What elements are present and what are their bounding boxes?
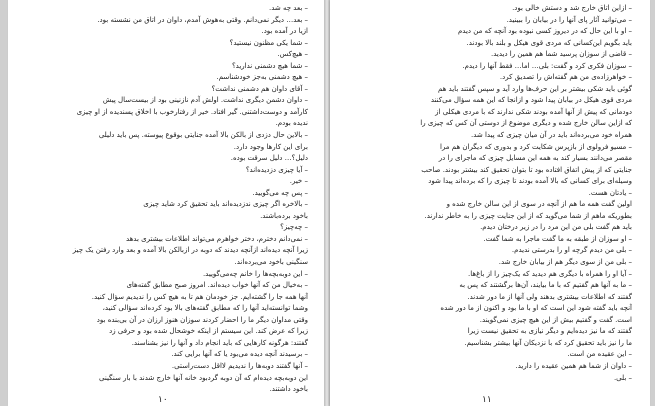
text-line: – به‌خیال من که آنها خواب دیده‌اند. امروز صبح مطابق گفته‌های — [126, 281, 308, 290]
text-line: – می‌توانید آثار پای آنها را در بیابان را ببینید. — [506, 15, 632, 24]
text-line: باخود داشتند. — [269, 385, 308, 394]
text-line: این دوبه‌بچه دیده‌ام که آن دوبه گرد‌بود خانه آنها خارج شدند با بار سنگینی — [99, 373, 308, 382]
text-line: – بلی من دیدم گرچه او را بدرستی ندیدم. — [511, 246, 632, 255]
text-line: کارآمد و دوست‌داشتنی. گیر افتاد. خیر از رفتارخوب با اخلاق پسندیده از او چیزی — [76, 107, 308, 116]
text-line: – ازاین اتاق خارج شد و دستش خالی بود. — [512, 4, 632, 12]
text-line: – آنها گفتند دوبه‌ها را ندیدیم لااقل دست‌راستی. — [171, 361, 308, 370]
text-line: – بعد چه شد. — [268, 4, 308, 12]
text-line: آنها همه جا را گشته‌ایم. جز خودمان هم تا به هیچ کس را ندیدیم سؤال کنید. — [91, 292, 308, 301]
text-line: – یادتان هست. — [588, 188, 632, 197]
text-line: وقتی مداوان دیگر ما را احضار کردند سوزان هنوز ارزان در آن بی‌بنده بود — [96, 315, 308, 324]
text-line: – سوزان فکری کرد و گفت: بلی… اما… فقط آنها را دیدم. — [462, 61, 632, 70]
text-line: باید بگویم این‌کسانی که مردی قوی هیکل و بلند بالا بودند. — [466, 38, 632, 47]
text-line: – خواهرزاده‌ی من هم گفته‌اش را تصدیق کرد. — [499, 73, 632, 82]
text-line: ما را نیز باید تحقیق کرد که با نزدیکان آنها بیشتر بشناسیم. — [464, 338, 632, 347]
text-line: – او با این حال که در دیروز کسی نبوده بود آنچه که من دیدم — [457, 27, 632, 36]
text-line: – بعد… دیگر نمی‌دانم. وقتی به‌هوش آمدم، داوان در اتاق من نشسته بود. — [97, 15, 308, 24]
text-line: – مسیو فرولوی از بازپرس شکایت کرد و بدوری که دیگران هم مرا — [440, 142, 632, 151]
text-line: – خیر. — [289, 177, 308, 186]
text-line: وسیله‌ای برای کسانی که بالا آمده بودند تا چیزی را که برده‌اند پیدا شود — [428, 177, 632, 186]
text-line: وشما توانسته‌اید آنها را که مطابق گفته‌های بالا بود کرده‌اند سؤالی کنید، — [102, 304, 308, 313]
text-line: – ما به آنها هم گفتیم که با ما بیایند، آن‌ها برگشتند که پس به — [459, 281, 632, 290]
text-line: گوئی باید شکی بیشتر بر این حرف‌ها وارد آید و سپس گفتند باید هم — [437, 84, 632, 93]
text-line: که ازاین سالن خارج شده و دیگری موضوع از دوستی آن کس که چیزی را — [420, 119, 632, 128]
left-page-number: ۱۰ — [158, 395, 168, 405]
text-line: – آقای داوان هم دشمنی نداشت؟ — [211, 84, 308, 93]
text-line: – آیا چیزی دزدیده‌اند؟ — [245, 165, 308, 174]
text-line: باخود برده‌باشند. — [260, 211, 308, 220]
text-line: – چه‌چیز؟ — [280, 223, 308, 232]
right-page-text — [360, 3, 632, 384]
text-line: – قاضی از سوزان پرسید شما هم همین را دیدید. — [490, 50, 632, 59]
text-line: – داوان دشمن دیگری نداشت. اولش آدم نازنینی بود از بیست‌سال پیش — [102, 96, 308, 105]
text-line: – شما یکی مظنون نیستید؟ — [229, 38, 308, 47]
text-line: – پس چه می‌گویید. — [252, 188, 308, 197]
text-line: دودمانی که پیش از آنها آمده بودند شکی ندارند که با مردی هیکلی از — [435, 107, 632, 116]
text-line: مردی قوی هیکل در بیابان پیدا شود و ازانجا که این همه سؤال می‌کنند — [430, 96, 632, 105]
text-line: گفتند: هرگونه کارهایی که باید انجام داد و آنها را نیز بشناسند. — [131, 338, 308, 347]
text-line: زیرا که عرض کند. این سیستم از اینکه خوشحال شده بود و حرفی زد — [109, 327, 308, 336]
text-line: جنایتی که از پیش اتفاق افتاده بود تا بتوان تحقیق کند بیشتر بودند. صاحب — [421, 165, 632, 174]
text-line: – برسیدند آنچه دیده می‌بود یا که آنها برایی کند. — [171, 350, 308, 359]
text-line: سنگینی باخود می‌برده‌اند. — [234, 258, 308, 267]
text-line: همراه خود می‌برده‌اند باید در آن میان چیزی که پیدا شد. — [470, 131, 632, 140]
left-page-text — [32, 3, 308, 396]
text-line: – بلی. — [613, 373, 632, 382]
text-line: باید هم گفت بلی من این مرد را در زیر درختان دیدم. — [480, 223, 632, 232]
text-line: – او سوزان از طبقه به ما گفت ماجرا به شما گفت. — [483, 234, 632, 243]
text-line: – بالاین حال دزدی از بالکن بالا آمده جنایتی بوقوع پیوسته. پس باید دلیلی — [98, 131, 308, 140]
text-line: – بلی من از سوی دیگر هم از بیابان خارج شد. — [498, 258, 632, 267]
text-line: دلیل؟… دلیل سرقت بوده. — [230, 154, 308, 163]
text-line: – این عقیده من است. — [567, 350, 632, 359]
text-line: زیرا آنچه دیده‌اند ازآنچه دیدند که دوبه در ازبالکن بالا آمده و بعد وارد رفتن یک چیز — [72, 246, 308, 255]
text-line: ندیده بودم. — [275, 119, 308, 128]
text-line: – هیچ‌کس. — [277, 50, 308, 59]
text-line: گفتند که اطلاعات بیشتری بدهند ولی آنها از ما دور شدند. — [467, 292, 632, 301]
text-line: – شما هیچ دشمنی ندارید؟ — [231, 61, 308, 70]
left-page — [8, 0, 324, 406]
text-line: اولین گفت همه ما هم از آنچه در سوی از این سالن خارج شده و — [446, 200, 632, 209]
text-line: بطوریکه ماهم از شما می‌گوید که از این جنایت چیزی را به خاطر ندارند. — [424, 211, 632, 220]
text-line: گفتند که ما نیز دیده‌ایم و دیگر نیازی به تحقیق نیست زیرا — [467, 327, 632, 336]
text-line: – بالاخره اگر چیزی ندزدیده‌اند باید تحقیق کرد شاید چیزی — [143, 200, 308, 209]
text-line: است. گفت و گفتیم بیش از این هیچ چیزی نمی‌گویند. — [479, 315, 632, 324]
text-line: – داوان از شما هم همین عقیده را دارید. — [515, 361, 632, 370]
text-line: مقصر می‌دانند بسیار کند به همه این مسایل چیزی که ماجرای را در — [438, 154, 632, 163]
text-line: – نمی‌دانم دخترم، دختر خواهرم می‌تواند اطلاعات بیشتری بدهد — [125, 234, 308, 243]
text-line: ازیا در آمده بود. — [261, 27, 308, 36]
right-page — [330, 0, 650, 406]
text-line: آنچه باید گفته شود این است که او با ما بود و اکنون از ما دور شده — [440, 304, 632, 313]
text-line: – این دوبه‌بچه‌ها را خانم چه‌می‌گویید. — [202, 269, 308, 278]
right-page-number: ۱۱ — [482, 395, 492, 405]
text-line: برای این کارها وجود دارد. — [233, 142, 308, 151]
text-line: – هیچ دشمنی به‌جز خودشناسم. — [216, 73, 308, 82]
text-line: – آیا او را همراه با دیگری هم دیدید که یک‌چیز را از باغ‌ها. — [468, 269, 632, 278]
